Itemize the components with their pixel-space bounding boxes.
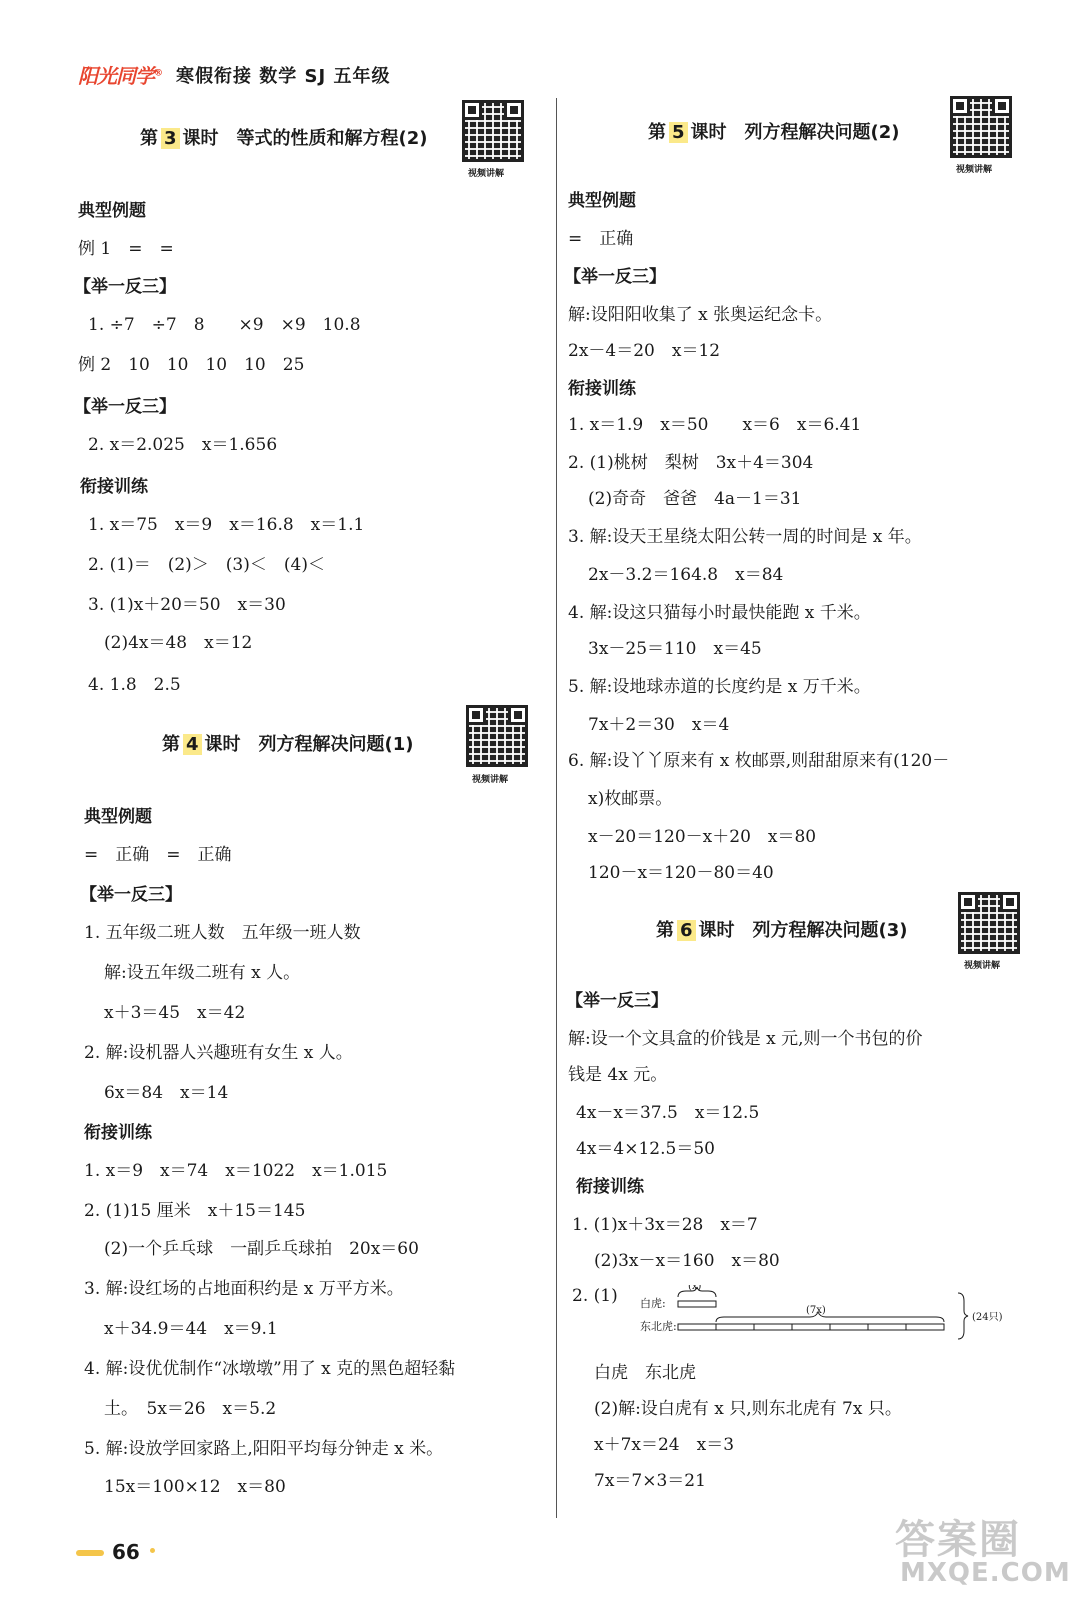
- section-heading: 衔接训练: [576, 1177, 644, 1197]
- answer-line: 4. 解:设优优制作“冰墩墩”用了 x 克的黑色超轻黏: [84, 1359, 456, 1379]
- answer-line: 3. 解:设红场的占地面积约是 x 万平方米。: [84, 1279, 404, 1299]
- answer-line: 3. 解:设天王星绕太阳公转一周的时间是 x 年。: [568, 527, 922, 547]
- lesson-6-title: [656, 916, 908, 942]
- brand-logo: [78, 60, 162, 89]
- answer-line: 2. (1)＝ (2)＞ (3)＜ (4)＜: [88, 555, 325, 575]
- answer-line: (2)奇奇 爸爸 4a－1＝31: [588, 489, 802, 509]
- answer-line: 1. x＝1.9 x＝50 x＝6 x＝6.41: [568, 415, 862, 435]
- segment-ticks: [716, 1324, 906, 1330]
- answer-line: (2)一个乒乓球 一副乒乓球拍 20x＝60: [104, 1239, 419, 1259]
- answer-line: 5. 解:设地球赤道的长度约是 x 万千米。: [568, 677, 871, 697]
- segment-diagram: [640, 1285, 1010, 1349]
- brace-7x-label: (7x): [806, 1305, 826, 1316]
- lesson-number: 6: [677, 920, 696, 941]
- section-heading: 衔接训练: [568, 379, 636, 399]
- section-heading: 【举一反三】: [564, 267, 666, 287]
- brace-7x: [716, 1312, 944, 1322]
- answer-line: = 正确 = 正确: [84, 845, 232, 865]
- diagram-label-baihu: 白虎:: [640, 1297, 666, 1310]
- segment-diagram-svg: [640, 1285, 1010, 1345]
- answer-line: 解:设五年级二班有 x 人。: [104, 963, 301, 983]
- answer-line: 4x＝4×12.5＝50: [576, 1139, 715, 1159]
- segment-x: [678, 1301, 716, 1307]
- section-heading: 【举一反三】: [80, 885, 182, 905]
- total-label: (24只): [972, 1312, 1003, 1323]
- page-number: 66: [112, 1540, 140, 1564]
- qr-caption: 视频讲解: [964, 961, 1001, 971]
- diagram-label-dongbeihu: 东北虎:: [640, 1320, 677, 1333]
- watermark-url: MXQE.COM: [900, 1558, 1071, 1588]
- brace-total: [958, 1293, 968, 1339]
- section-heading: 【举一反三】: [74, 397, 176, 417]
- answer-line: x)枚邮票。: [588, 789, 673, 809]
- answer-line: = 正确: [568, 229, 634, 249]
- lesson-number: 3: [161, 128, 180, 149]
- lesson-name: 课时 列方程解决问题(3): [698, 920, 908, 941]
- qr-code-icon[interactable]: [466, 705, 528, 767]
- answer-line: 例 2 10 10 10 10 25: [78, 355, 305, 375]
- answer-line: x＋3＝45 x＝42: [104, 1003, 246, 1023]
- answer-line: 1. ÷7 ÷7 8 ×9 ×9 10.8: [88, 315, 361, 335]
- answer-line: 2. (1): [572, 1286, 618, 1306]
- brand-logo-text: 阳光同学: [78, 64, 154, 88]
- answer-line: (2)4x＝48 x＝12: [104, 633, 253, 653]
- lesson-number: 5: [669, 122, 688, 143]
- lesson-prefix: 第: [648, 122, 666, 143]
- answer-line: 15x＝100×12 x＝80: [104, 1477, 286, 1497]
- lesson-prefix: 第: [162, 734, 180, 755]
- answer-line: 5. 解:设放学回家路上,阳阳平均每分钟走 x 米。: [84, 1439, 444, 1459]
- answer-line: 7x＝7×3＝21: [594, 1471, 706, 1491]
- answer-line: 例 1 = =: [78, 239, 174, 259]
- answer-line: 土。 5x＝26 x＝5.2: [104, 1399, 277, 1419]
- section-heading: 衔接训练: [84, 1123, 152, 1143]
- lesson-3-title: [140, 124, 428, 150]
- answer-line: 2. 解:设机器人兴趣班有女生 x 人。: [84, 1043, 353, 1063]
- answer-line: 2. x＝2.025 x＝1.656: [88, 435, 278, 455]
- answer-line: (2)3x－x＝160 x＝80: [594, 1251, 780, 1271]
- answer-line: 4. 1.8 2.5: [88, 675, 181, 695]
- watermark: 答案圈: [895, 1517, 1021, 1563]
- lesson-name: 课时 列方程解决问题(2): [690, 122, 900, 143]
- section-heading: 典型例题: [568, 191, 636, 211]
- lesson-4-title: [162, 730, 414, 756]
- answer-line: 钱是 4x 元。: [568, 1065, 668, 1085]
- answer-line: 4x－x＝37.5 x＝12.5: [576, 1103, 760, 1123]
- answer-line: 6. 解:设丫丫原来有 x 枚邮票,则甜甜原来有(120－: [568, 751, 950, 771]
- answer-line: 7x＋2＝30 x＝4: [588, 715, 730, 735]
- answer-line: (2)解:设白虎有 x 只,则东北虎有 7x 只。: [594, 1399, 902, 1419]
- answer-line: x＋7x＝24 x＝3: [594, 1435, 735, 1455]
- page-number-dot: [150, 1548, 155, 1553]
- qr-caption: 视频讲解: [956, 165, 993, 175]
- answer-line: 3x－25＝110 x＝45: [588, 639, 762, 659]
- column-divider: [556, 98, 557, 1518]
- section-heading: 典型例题: [78, 201, 146, 221]
- answer-line: 4. 解:设这只猫每小时最快能跑 x 千米。: [568, 603, 871, 623]
- section-heading: 典型例题: [84, 807, 152, 827]
- lesson-5-title: [648, 118, 900, 144]
- answer-line: 解:设一个文具盒的价钱是 x 元,则一个书包的价: [568, 1029, 923, 1049]
- answer-line: 2. (1)15 厘米 x＋15＝145: [84, 1201, 306, 1221]
- qr-code-icon[interactable]: [958, 892, 1020, 954]
- answer-line: 2x－3.2＝164.8 x＝84: [588, 565, 784, 585]
- qr-code-icon[interactable]: [950, 96, 1012, 158]
- answer-line: 1. (1)x＋3x＝28 x＝7: [572, 1215, 758, 1235]
- registered-mark: ®: [154, 68, 162, 79]
- answer-line: 白虎 东北虎: [594, 1363, 696, 1383]
- segment-7x: [678, 1324, 944, 1330]
- section-heading: 【举一反三】: [566, 991, 668, 1011]
- page-number-accent: [76, 1550, 104, 1556]
- book-meta: 寒假衔接 数学 SJ 五年级: [176, 66, 391, 87]
- answer-line: 解:设阳阳收集了 x 张奥运纪念卡。: [568, 305, 833, 325]
- answer-line: x＋34.9＝44 x＝9.1: [104, 1319, 278, 1339]
- answer-line: 2x－4＝20 x＝12: [568, 341, 721, 361]
- brace-x-label: (x): [688, 1285, 702, 1292]
- answer-line: 1. 五年级二班人数 五年级一班人数: [84, 923, 361, 943]
- lesson-number: 4: [183, 734, 202, 755]
- lesson-name: 课时 列方程解决问题(1): [204, 734, 414, 755]
- lesson-prefix: 第: [140, 128, 158, 149]
- qr-caption: 视频讲解: [468, 169, 505, 179]
- section-heading: 衔接训练: [80, 477, 148, 497]
- lesson-prefix: 第: [656, 920, 674, 941]
- qr-code-icon[interactable]: [462, 100, 524, 162]
- answer-line: 120－x＝120－80＝40: [588, 863, 774, 883]
- section-heading: 【举一反三】: [74, 277, 176, 297]
- answer-line: 1. x＝75 x＝9 x＝16.8 x＝1.1: [88, 515, 365, 535]
- answer-line: 1. x＝9 x＝74 x＝1022 x＝1.015: [84, 1161, 388, 1181]
- answer-line: 2. (1)桃树 梨树 3x＋4＝304: [568, 453, 814, 473]
- lesson-name: 课时 等式的性质和解方程(2): [182, 128, 428, 149]
- qr-caption: 视频讲解: [472, 775, 509, 785]
- answer-line: 6x＝84 x＝14: [104, 1083, 229, 1103]
- answer-line: x－20＝120－x＋20 x＝80: [588, 827, 817, 847]
- answer-line: 3. (1)x＋20＝50 x＝30: [88, 595, 286, 615]
